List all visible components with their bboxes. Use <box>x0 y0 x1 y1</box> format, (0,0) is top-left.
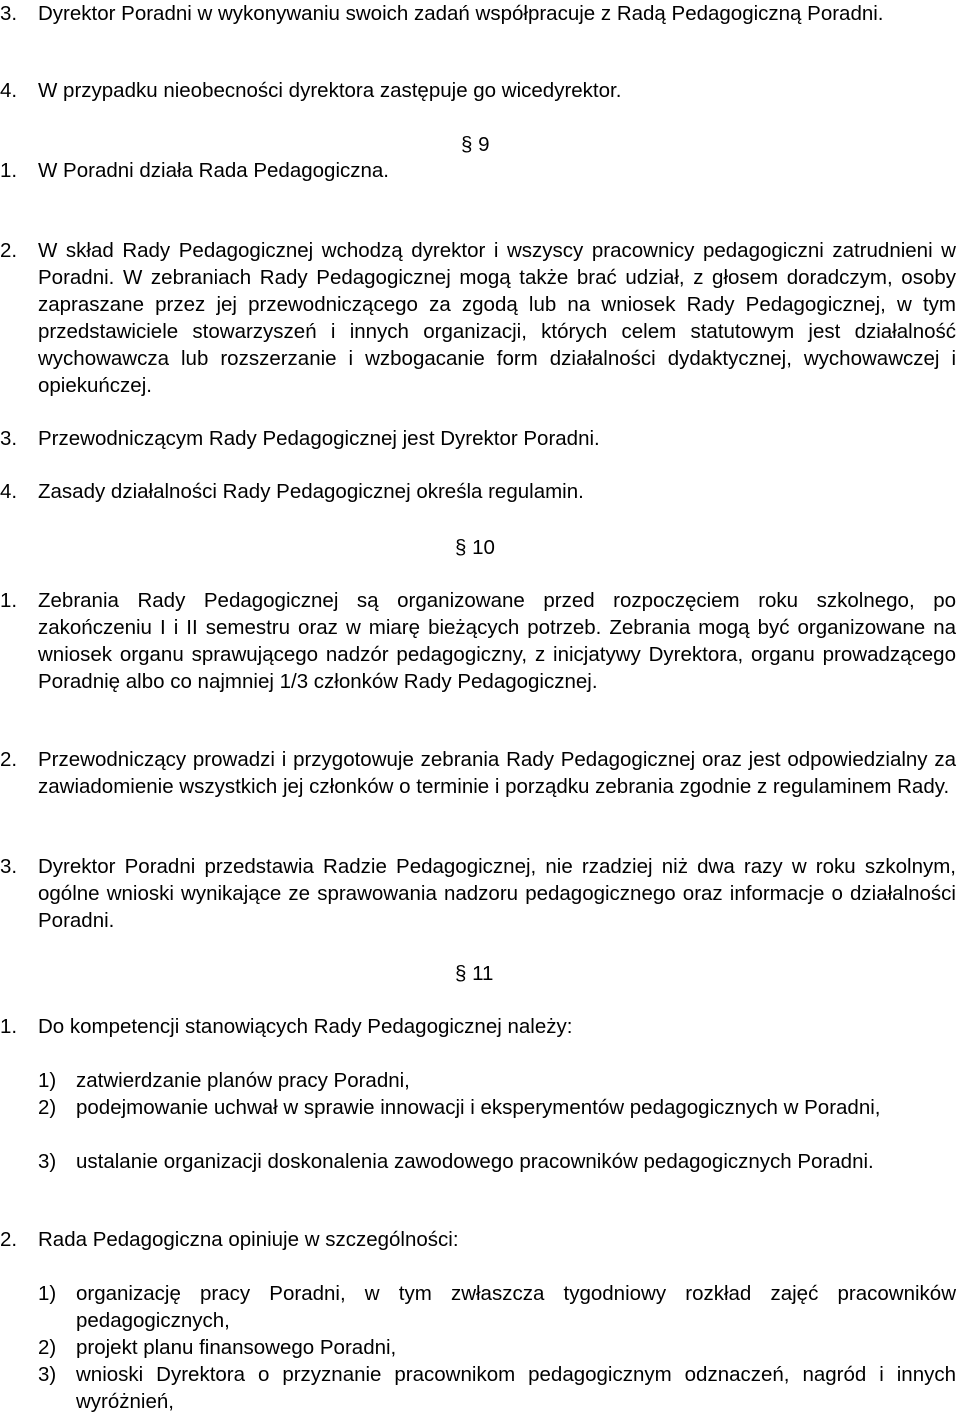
list-item-text: wnioski Dyrektora o przyznanie pracownikom pedagogicznym odznaczeń, nagród i innych wyróżnień, <box>76 1363 956 1413</box>
paragraph-9-2 <box>0 237 956 399</box>
list-item-11-1-1 <box>38 1067 956 1094</box>
list-item-11-2-1 <box>38 1280 956 1334</box>
paragraph-number: 4. <box>0 480 18 503</box>
section-heading-10: § 10 <box>455 536 495 559</box>
list-item-text: organizację pracy Poradni, w tym zwłaszcza tygodniowy rozkład zajęć pracowników pedagogicznych, <box>76 1282 956 1332</box>
list-item-number: 2) <box>38 1096 57 1119</box>
list-item-number: 2) <box>38 1336 57 1359</box>
paragraph-number: 4. <box>0 79 18 102</box>
list-item-11-1-2 <box>38 1094 956 1148</box>
paragraph-number: 1. <box>0 589 18 612</box>
paragraph-10-2 <box>0 746 956 827</box>
paragraph-text: Do kompetencji stanowiących Rady Pedagogicznej należy: <box>38 1015 573 1038</box>
paragraph-8-4 <box>0 77 956 104</box>
paragraph-text: Zasady działalności Rady Pedagogicznej określa regulamin. <box>38 480 584 503</box>
paragraph-text: Rada Pedagogiczna opiniuje w szczególności: <box>38 1228 459 1251</box>
paragraph-number: 1. <box>0 1015 18 1038</box>
list-item-number: 1) <box>38 1069 57 1092</box>
list-item-number: 1) <box>38 1282 57 1305</box>
paragraph-text: W skład Rady Pedagogicznej wchodzą dyrektor i wszyscy pracownicy pedagogiczni zatrudnieni w Poradni. W zebraniach Rady Pedagogicznej mogą także brać udział, z głosem doradczym, osoby zapraszane przez jej przewodniczącego za zgodą lub na wniosek Rady Pedagogicznej, w tym przedstawiciele stowarzyszeń i innych organizacji, których celem statutowym jest działalność wychowawcza lub rozszerzanie i wzbogacanie form działalności dydaktycznej, wychowawczej i opiekuńczej. <box>38 239 956 397</box>
paragraph-text: W Poradni działa Rada Pedagogiczna. <box>38 159 389 182</box>
paragraph-number: 3. <box>0 2 18 25</box>
paragraph-8-3 <box>0 0 956 54</box>
list-item-11-2-2 <box>38 1334 956 1361</box>
list-item-number: 3) <box>38 1150 57 1173</box>
paragraph-11-2 <box>0 1226 956 1253</box>
paragraph-number: 2. <box>0 1228 18 1251</box>
paragraph-text: Przewodniczący prowadzi i przygotowuje zebrania Rady Pedagogicznej oraz jest odpowiedzialny za zawiadomienie wszystkich jej członków o terminie i porządku zebrania zgodnie z regulaminem Rady. <box>38 748 956 798</box>
paragraph-10-1 <box>0 587 956 722</box>
list-item-text: podejmowanie uchwał w sprawie innowacji i eksperymentów pedagogicznych w Poradni, <box>76 1096 881 1119</box>
paragraph-9-3 <box>0 425 956 452</box>
list-item-text: ustalanie organizacji doskonalenia zawodowego pracowników pedagogicznych Poradni. <box>76 1150 874 1173</box>
paragraph-number: 1. <box>0 159 18 182</box>
list-item-11-1-3 <box>38 1148 956 1202</box>
paragraph-number: 2. <box>0 239 18 262</box>
list-item-11-2-3 <box>38 1361 956 1415</box>
paragraph-number: 3. <box>0 855 18 878</box>
paragraph-text: Zebrania Rady Pedagogicznej są organizowane przed rozpoczęciem roku szkolnego, po zakończeniu I i II semestru oraz w miarę bieżących potrzeb. Zebrania mogą być organizowane na wniosek organu sprawującego nadzór pedagogiczny, z inicjatywy Dyrektora, organu prowadzącego Poradnię albo co najmniej 1/3 członków Rady Pedagogicznej. <box>38 589 956 693</box>
paragraph-text: Dyrektor Poradni w wykonywaniu swoich zadań współpracuje z Radą Pedagogiczną Poradni. <box>38 2 884 25</box>
list-item-number: 3) <box>38 1363 57 1386</box>
paragraph-text: W przypadku nieobecności dyrektora zastępuje go wicedyrektor. <box>38 79 622 102</box>
paragraph-text: Dyrektor Poradni przedstawia Radzie Pedagogicznej, nie rzadziej niż dwa razy w roku szkolnym, ogólne wnioski wynikające ze sprawowania nadzoru pedagogicznego oraz informacje o działalności Poradni. <box>38 855 956 932</box>
list-item-text: zatwierdzanie planów pracy Poradni, <box>76 1069 410 1092</box>
section-heading-11: § 11 <box>455 962 494 985</box>
paragraph-11-1 <box>0 1013 956 1040</box>
section-heading-9: § 9 <box>461 133 490 156</box>
paragraph-10-3 <box>0 853 956 934</box>
list-item-text: projekt planu finansowego Poradni, <box>76 1336 397 1359</box>
paragraph-number: 3. <box>0 427 18 450</box>
paragraph-9-1 <box>0 157 956 184</box>
paragraph-number: 2. <box>0 748 18 771</box>
paragraph-text: Przewodniczącym Rady Pedagogicznej jest Dyrektor Poradni. <box>38 427 600 450</box>
paragraph-9-4 <box>0 478 956 505</box>
